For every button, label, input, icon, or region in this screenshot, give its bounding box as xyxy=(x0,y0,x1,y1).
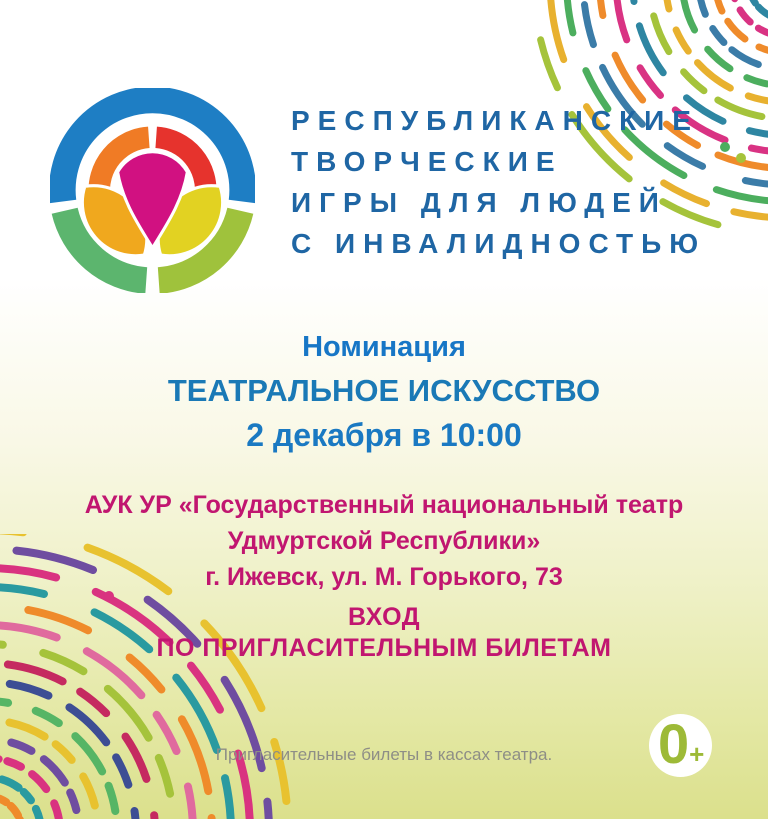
venue-line-2: Удмуртской Республики» xyxy=(227,527,541,555)
event-title xyxy=(291,100,706,264)
age-rating-badge xyxy=(649,714,712,777)
event-datetime: 2 декабря в 10:00 xyxy=(246,417,522,453)
entry-line-2: ПО ПРИГЛАСИТЕЛЬНЫМ БИЛЕТАМ xyxy=(156,634,612,662)
title-line-4: С ИНВАЛИДНОСТЬЮ xyxy=(291,228,707,259)
nomination-value: ТЕАТРАЛЬНОЕ ИСКУССТВО xyxy=(167,373,601,408)
footnote: Пригласительные билеты в кассах театра. xyxy=(215,745,553,764)
venue-block xyxy=(0,487,768,595)
title-line-3: ИГРЫ ДЛЯ ЛЮДЕЙ xyxy=(291,187,667,218)
entry-block xyxy=(0,602,768,664)
venue-address: г. Ижевск, ул. М. Горького, 73 xyxy=(205,563,563,591)
event-logo xyxy=(50,88,255,293)
title-line-2: ТВОРЧЕСКИЕ xyxy=(291,146,563,177)
entry-line-1: ВХОД xyxy=(347,603,421,631)
title-line-1: РЕСПУБЛИКАНСКИЕ xyxy=(291,105,699,136)
nomination-label: Номинация xyxy=(302,331,466,363)
age-rating-text: 0+ xyxy=(658,712,705,775)
venue-line-1: АУК УР «Государственный национальный театр xyxy=(84,491,684,519)
